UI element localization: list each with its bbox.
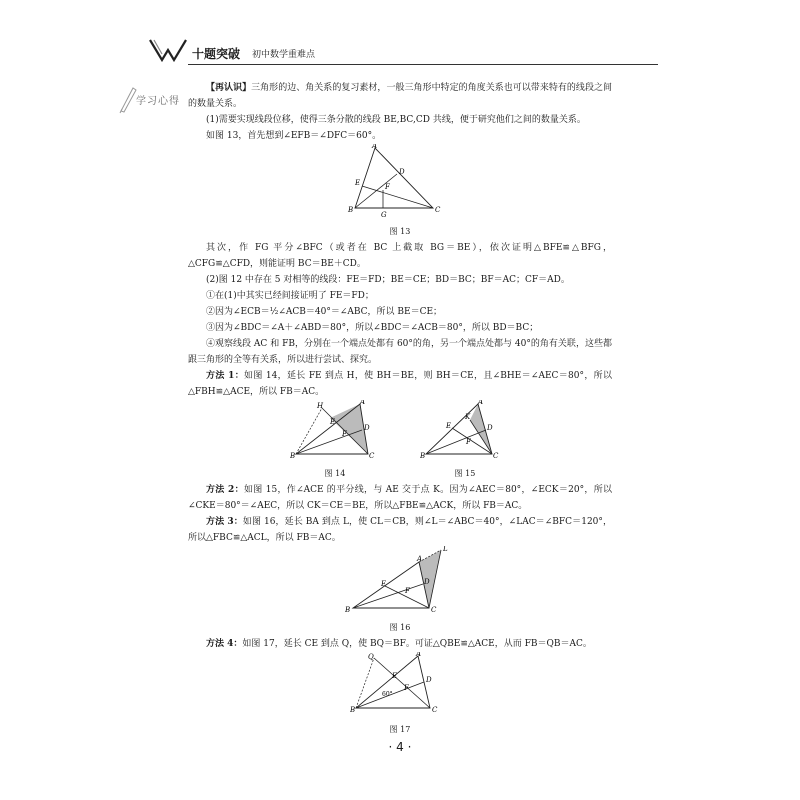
figure-13-diagram bbox=[345, 144, 455, 218]
svg-text:D: D bbox=[426, 676, 432, 684]
method-2-label: 方法 2： bbox=[206, 485, 244, 495]
svg-text:D: D bbox=[399, 168, 405, 176]
svg-text:D: D bbox=[487, 424, 493, 432]
figure-17 bbox=[188, 652, 612, 738]
figure-17-caption: 图 17 bbox=[389, 725, 411, 734]
figure-15-caption: 图 15 bbox=[454, 469, 476, 478]
paragraph: (1)需要实现线段位移，使得三条分散的线段 BE,BC,CD 共线，便于研究他们之间的数量关系。 bbox=[206, 115, 586, 125]
method-4-text: 如图 17，延长 CE 到点 Q，使 BQ＝BF。可证△QBE≌△ACE，从而 FB＝QB＝AC。 bbox=[242, 639, 592, 649]
paragraph-recognition bbox=[188, 80, 612, 112]
svg-text:E: E bbox=[355, 179, 361, 187]
svg-text:F: F bbox=[405, 587, 410, 595]
svg-text:C: C bbox=[493, 452, 499, 460]
svg-text:F: F bbox=[342, 430, 347, 438]
figure-14 bbox=[290, 400, 380, 482]
figure-15 bbox=[420, 400, 510, 482]
figure-16-caption: 图 16 bbox=[389, 623, 411, 632]
method-2-text: 如图 15，作∠ACE 的平分线，与 AE 交于点 K。因为∠AEC＝80°，∠ECK＝20°，所以∠CKE＝80°＝∠AEC，所以 CK＝CE＝BE，所以△FBE≌△ACK，所以 FB＝AC。 bbox=[188, 485, 613, 511]
recognition-label: 【再认识】 bbox=[206, 83, 252, 93]
figure-16-diagram bbox=[345, 546, 455, 614]
paragraph: ①在(1)中其实已经间接证明了 FE＝FD； bbox=[206, 291, 374, 301]
svg-text:F: F bbox=[466, 438, 471, 446]
svg-text:A: A bbox=[478, 400, 484, 406]
study-notes-label: 学习心得 bbox=[136, 96, 180, 107]
svg-text:B: B bbox=[350, 706, 356, 714]
svg-text:F: F bbox=[404, 684, 409, 692]
figure-17-diagram bbox=[350, 652, 450, 716]
paragraph: (2)图 12 中存在 5 对相等的线段：FE＝FD；BE＝CE；BD＝BC；BF＝AC；CF＝AD。 bbox=[206, 275, 570, 285]
recognition-text: 三角形的边、角关系的复习素材，一般三角形中特定的角度关系也可以带来特有的线段之间的数量关系。 bbox=[188, 83, 612, 109]
method-4 bbox=[188, 636, 612, 652]
svg-text:H: H bbox=[317, 402, 324, 410]
page-number: · 4 · bbox=[388, 740, 412, 754]
svg-text:D: D bbox=[364, 424, 370, 432]
figure-16 bbox=[188, 546, 612, 636]
method-1-text: 如图 14，延长 FE 到点 H，使 BH＝BE，则 BH＝CE，且∠BHE＝∠AEC＝80°，所以△FBH≌△ACE，所以 FB＝AC。 bbox=[188, 371, 612, 397]
svg-text:C: C bbox=[432, 706, 438, 714]
method-3 bbox=[188, 514, 612, 546]
svg-text:E: E bbox=[392, 672, 398, 680]
svg-text:B: B bbox=[420, 452, 426, 460]
figure-13-caption: 图 13 bbox=[389, 227, 411, 236]
svg-text:A: A bbox=[416, 652, 422, 658]
header-rule bbox=[188, 64, 658, 65]
paragraph: 其次，作 FG 平分∠BFC（或者在 BC 上截取 BG＝BE），依次证明△BFE≌△BFG，△CFG≌△CFD，则能证明 BC＝BE＋CD。 bbox=[188, 243, 612, 269]
main-content bbox=[188, 80, 612, 738]
svg-text:A: A bbox=[372, 144, 378, 150]
figures-14-15 bbox=[188, 400, 612, 482]
svg-text:C: C bbox=[369, 452, 375, 460]
svg-text:B: B bbox=[290, 452, 296, 460]
page-header bbox=[148, 36, 648, 68]
svg-text:E: E bbox=[446, 422, 452, 430]
method-1-label: 方法 1： bbox=[206, 371, 245, 381]
paragraph: 如图 13，首先想到∠EFB＝∠DFC＝60°。 bbox=[206, 131, 382, 141]
figure-14-caption: 图 14 bbox=[324, 469, 346, 478]
angle-label: 60° bbox=[382, 691, 393, 698]
book-brand: 十题突破 bbox=[192, 47, 241, 61]
svg-text:B: B bbox=[348, 206, 354, 214]
book-subtitle: 初中数学重难点 bbox=[252, 50, 316, 60]
pen-icon bbox=[118, 84, 138, 114]
method-3-label: 方法 3： bbox=[206, 517, 243, 527]
svg-text:G: G bbox=[381, 211, 387, 218]
svg-text:A: A bbox=[360, 400, 366, 406]
svg-text:Q: Q bbox=[368, 653, 374, 661]
method-3-text: 如图 16，延长 BA 到点 L，使 CL＝CB，则∠L＝∠ABC＝40°，∠LAC＝∠BFC＝120°，所以△FBC≌△ACL，所以 FB＝AC。 bbox=[188, 517, 612, 543]
figure-14-diagram bbox=[290, 400, 380, 460]
svg-text:D: D bbox=[424, 578, 430, 586]
method-2 bbox=[188, 482, 612, 514]
svg-text:F: F bbox=[385, 183, 390, 191]
method-4-label: 方法 4： bbox=[206, 639, 243, 649]
svg-text:A: A bbox=[417, 555, 423, 563]
figure-15-diagram bbox=[420, 400, 510, 460]
svg-text:B: B bbox=[345, 606, 351, 614]
figure-13 bbox=[188, 144, 612, 240]
svg-text:E: E bbox=[330, 418, 336, 426]
paragraph: ③因为∠BDC＝∠A＋∠ABD＝80°，所以∠BDC＝∠ACB＝80°，所以 BD＝BC； bbox=[206, 323, 539, 333]
study-notes-margin bbox=[118, 82, 196, 118]
svg-text:C: C bbox=[431, 606, 437, 614]
paragraph: ②因为∠ECB＝½∠ACB＝40°＝∠ABC，所以 BE＝CE； bbox=[206, 307, 443, 317]
svg-text:L: L bbox=[443, 546, 448, 553]
svg-text:K: K bbox=[465, 413, 471, 421]
series-logo-icon bbox=[148, 36, 188, 64]
svg-text:E: E bbox=[381, 580, 387, 588]
svg-text:C: C bbox=[435, 206, 441, 214]
method-1 bbox=[188, 368, 612, 400]
paragraph: ④观察线段 AC 和 FB，分别在一个端点处都有 60°的角，另一个端点处都与 40°的角有关联，这些都跟三角形的全等有关系，所以进行尝试、探究。 bbox=[188, 339, 612, 365]
